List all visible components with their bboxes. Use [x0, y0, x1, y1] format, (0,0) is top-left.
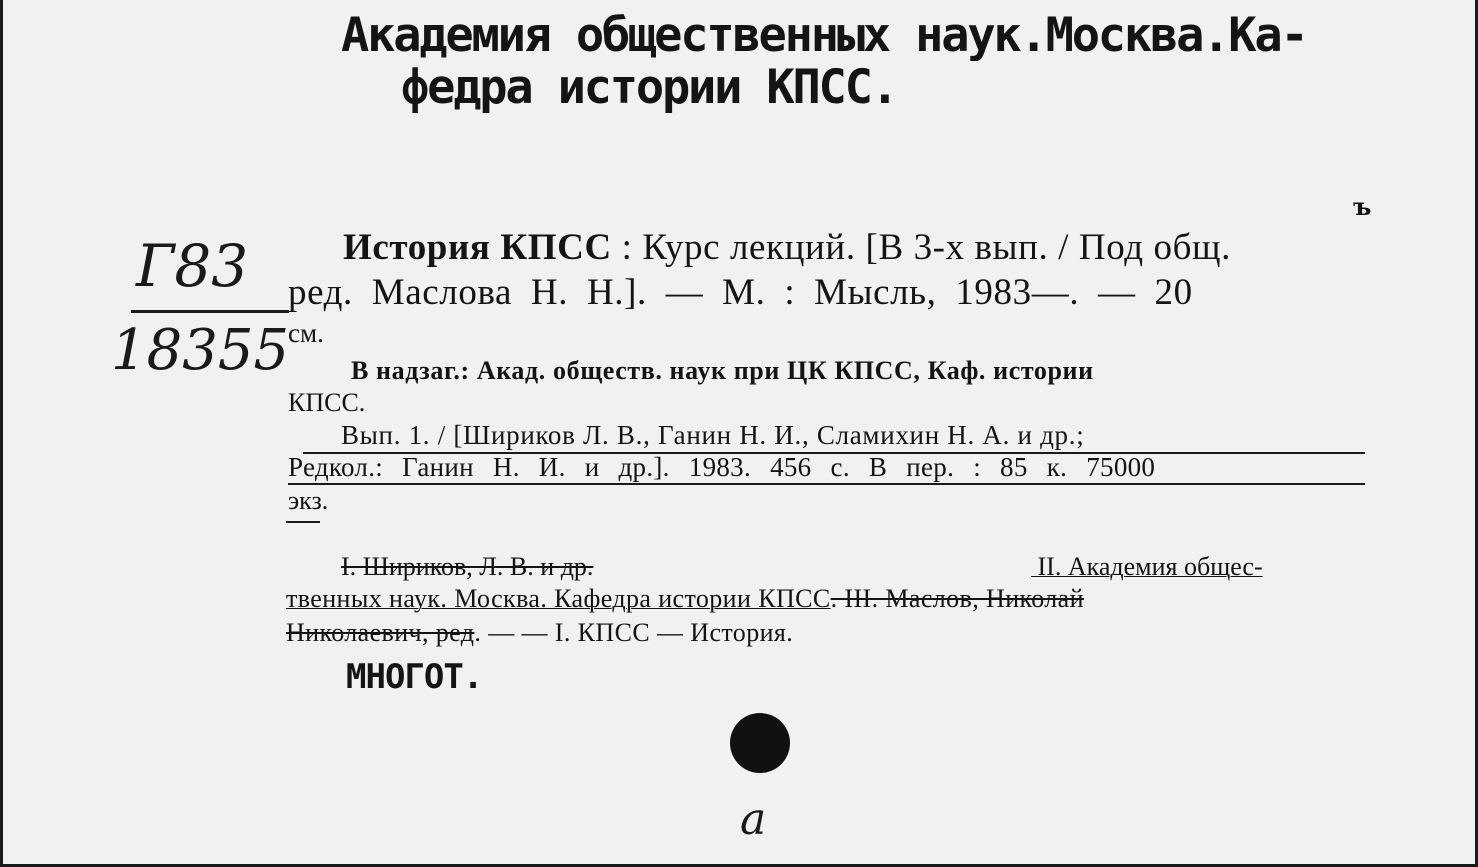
- entry-line-1: [343, 226, 1231, 269]
- tracing-struck-3: Николаевич, ред: [286, 618, 475, 647]
- tracing-line-1-rest: II. Академия общес-: [1031, 552, 1263, 581]
- footer-label: МНОГОТ.: [346, 657, 483, 697]
- volume-line-3: экз.: [288, 486, 329, 515]
- punch-hole: [730, 713, 790, 773]
- tracing-struck-1: I. Шириков, Л. В. и др.: [341, 552, 594, 581]
- entry-title: История КПСС: [343, 227, 612, 268]
- bottom-handwritten-mark: а: [740, 794, 767, 845]
- tracing-line-2-underlined: твенных наук. Москва. Кафедра истории КПСС: [286, 584, 831, 613]
- call-number-shelf: Г83: [136, 232, 249, 300]
- tracing-line-2: [286, 584, 1084, 614]
- call-number-value: 18355: [111, 318, 290, 383]
- entry-line-1-rest: : Курс лекций. [В 3-х вып. / Под общ.: [611, 227, 1232, 268]
- volume-underline-2: [288, 483, 1365, 485]
- catalog-card: [3, 0, 1475, 864]
- volume-underline-3: [286, 521, 320, 523]
- corner-mark: ъ: [1353, 192, 1372, 221]
- note-line-2: КПСС.: [288, 388, 366, 417]
- tracing-line-3-rest: . — — I. КПСС — История.: [474, 618, 794, 647]
- note-line-1: В надзаг.: Акад. обществ. наук при ЦК КПСС, Каф. истории: [351, 356, 1094, 385]
- call-number-divider: [131, 310, 289, 313]
- tracing-struck-2: . III. Маслов, Николай: [830, 584, 1084, 613]
- header-line-2: федра истории КПСС.: [401, 60, 897, 115]
- header-line-1: Академия общественных наук.Москва.Ка-: [341, 8, 1307, 63]
- entry-line-3: см.: [288, 318, 324, 348]
- entry-line-2: ред. Маслова Н. Н.]. — М. : Мысль, 1983—. — 20: [288, 272, 1193, 313]
- tracing-line-3: [286, 618, 793, 648]
- tracing-line-1: [341, 552, 1263, 582]
- volume-line-1: Вып. 1. / [Шириков Л. В., Ганин Н. И., Сламихин Н. А. и др.;: [341, 420, 1085, 450]
- volume-line-2: Редкол.: Ганин Н. И. и др.]. 1983. 456 с. В пер. : 85 к. 75000: [288, 452, 1156, 482]
